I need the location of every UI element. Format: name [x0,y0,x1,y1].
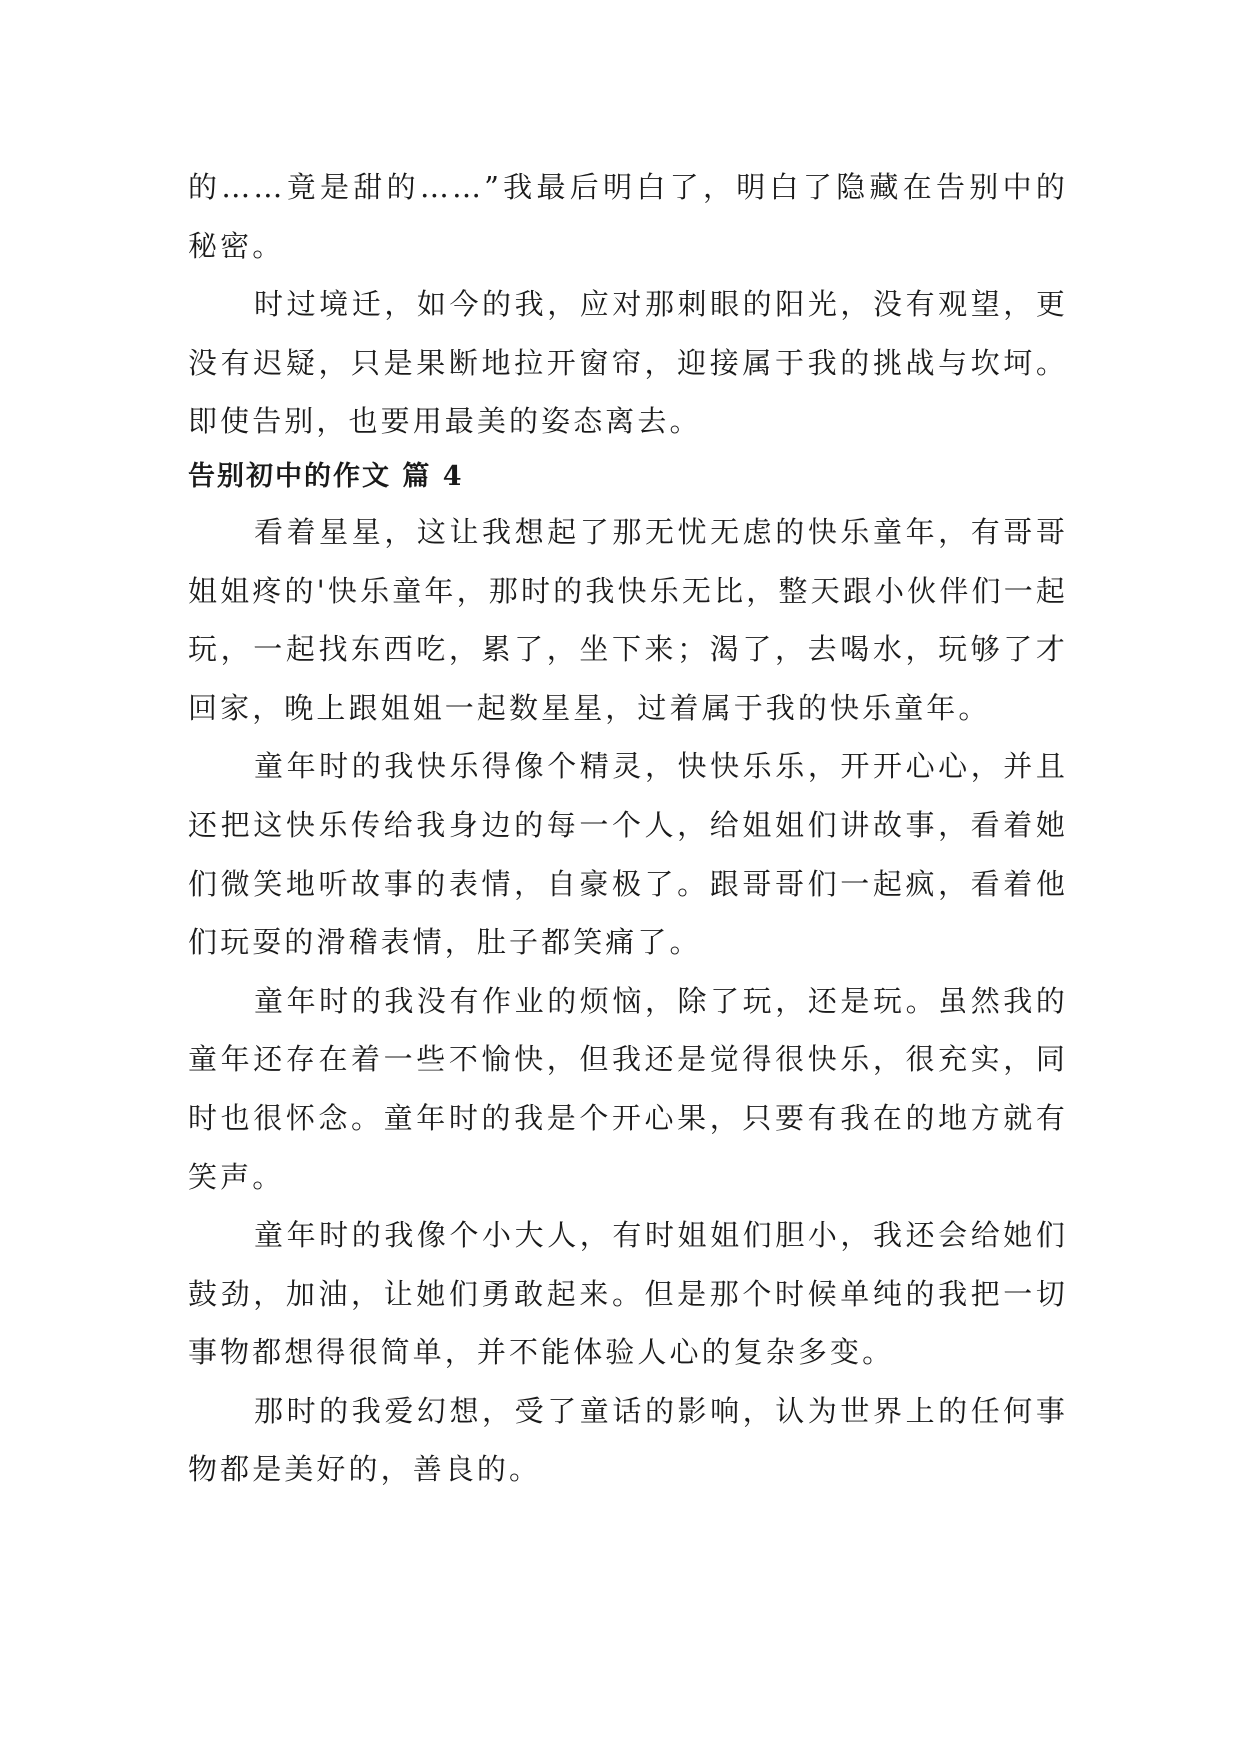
paragraph-no-homework: 童年时的我没有作业的烦恼，除了玩，还是玩。虽然我的童年还存在着一些不愉快，但我还是觉得很快乐，很充实，同时也很怀念。童年时的我是个开心果，只要有我在的地方就有笑声。 [188,983,1068,1194]
paragraph-stars-childhood: 看着星星，这让我想起了那无忧无虑的快乐童年，有哥哥姐姐疼的'快乐童年，那时的我快乐无比，整天跟小伙伴们一起玩，一起找东西吃，累了，坐下来；渴了，去喝水，玩够了才回家，晚上跟姐姐一起数星星，过着属于我的快乐童年。 [188,514,1068,725]
paragraph-fantasy: 那时的我爱幻想，受了童话的影响，认为世界上的任何事物都是美好的，善良的。 [188,1393,1068,1487]
document-page [188,158,1068,1499]
paragraph-little-adult: 童年时的我像个小大人，有时姐姐们胆小，我还会给她们鼓劲，加油，让她们勇敢起来。但是那个时候单纯的我把一切事物都想得很简单，并不能体验人心的复杂多变。 [188,1218,1068,1370]
continuation-paragraph: 的……竟是甜的……”我最后明白了，明白了隐藏在告别中的秘密。 [188,170,1068,263]
paragraph-farewell-sunlight: 时过境迁，如今的我，应对那刺眼的阳光，没有观望，更没有迟疑，只是果断地拉开窗帘，迎接属于我的挑战与坎坷。即使告别，也要用最美的姿态离去。 [188,287,1068,439]
section-title: 告别初中的作文 篇 4 [188,460,464,492]
paragraph-happy-spirit: 童年时的我快乐得像个精灵，快快乐乐，开开心心，并且还把这快乐传给我身边的每一个人，给姐姐们讲故事，看着她们微笑地听故事的表情，自豪极了。跟哥哥们一起疯，看着他们玩耍的滑稽表情，肚子都笑痛了。 [188,749,1068,960]
